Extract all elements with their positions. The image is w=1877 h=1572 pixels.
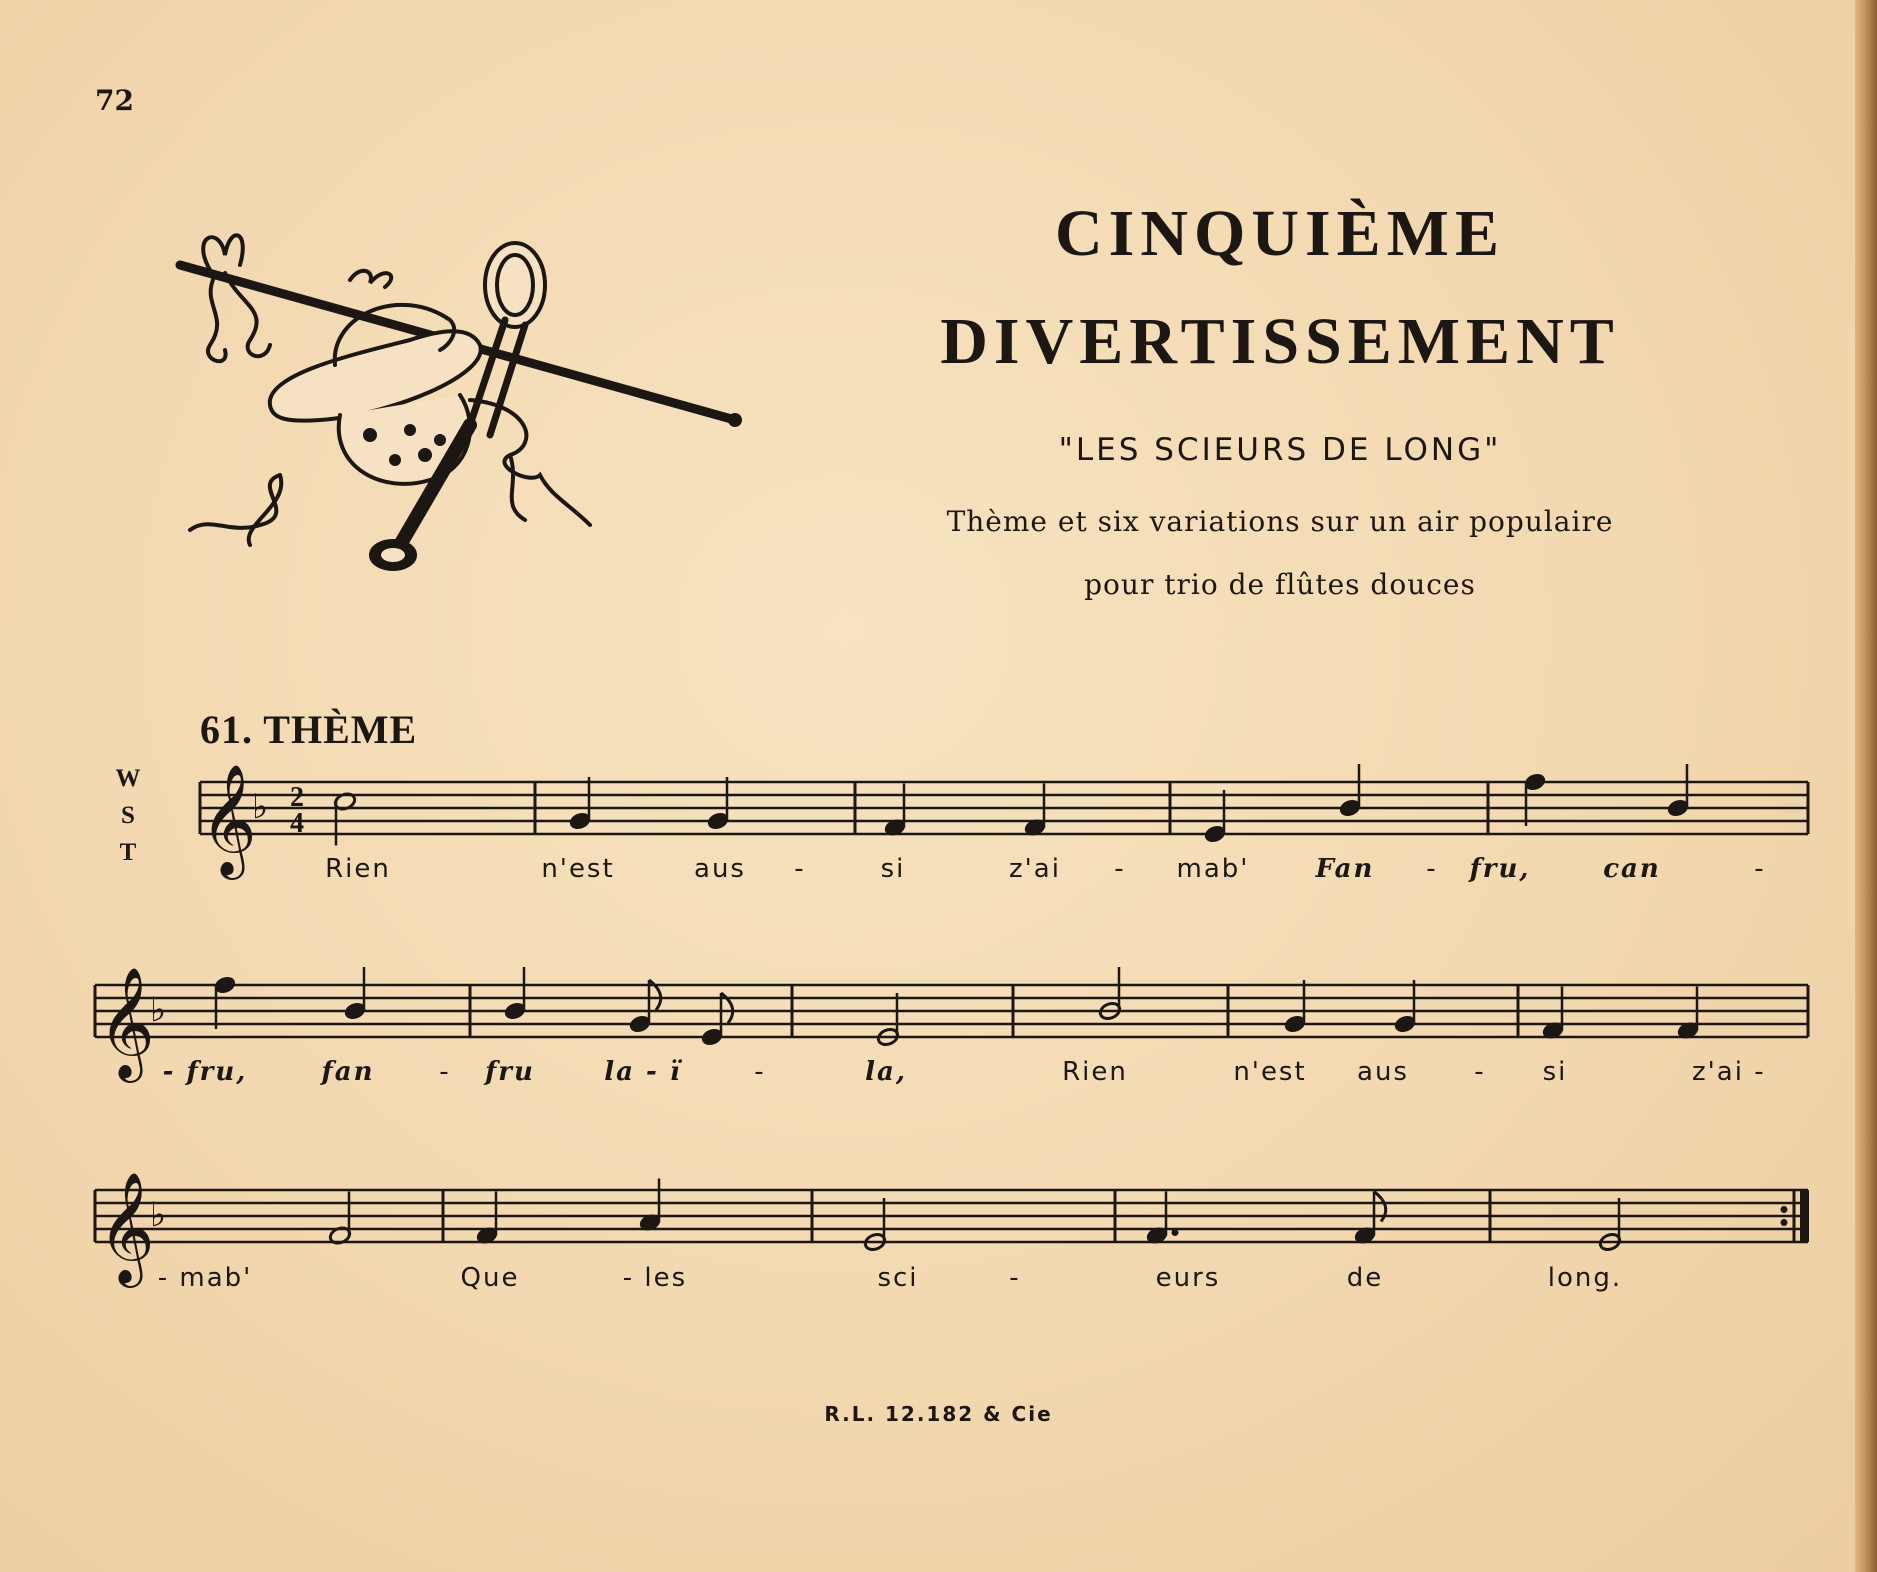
voice-label: S bbox=[121, 802, 135, 829]
treble-clef-icon: 𝄞 bbox=[200, 763, 257, 875]
lyric-syllable: la - ï bbox=[604, 1057, 682, 1087]
lyric-syllable: Rien bbox=[325, 854, 391, 884]
lyric-syllable: Que bbox=[460, 1263, 520, 1293]
publisher-footer: R.L. 12.182 & Cie bbox=[824, 1402, 1053, 1426]
lyric-syllable: - bbox=[1426, 854, 1438, 884]
lyric-syllable: - bbox=[1754, 1057, 1766, 1087]
time-signature-numerator: 2 bbox=[290, 782, 304, 813]
lyric-syllable: n'est bbox=[1233, 1057, 1307, 1087]
lyric-syllable: si bbox=[1542, 1057, 1568, 1087]
treble-clef-icon: 𝄞 bbox=[98, 966, 155, 1078]
lyric-syllable: long. bbox=[1547, 1263, 1623, 1293]
lyric-syllable: n'est bbox=[541, 854, 615, 884]
repeat-dot bbox=[1781, 1219, 1788, 1226]
lyric-syllable: aus bbox=[694, 854, 746, 884]
page-number: 72 bbox=[95, 84, 134, 117]
flat-icon: ♭ bbox=[150, 1195, 167, 1235]
time-signature-denominator: 4 bbox=[290, 808, 304, 839]
lyric-syllable: z'ai bbox=[1692, 1057, 1744, 1087]
lyric-syllable: de bbox=[1346, 1263, 1384, 1293]
subtitle: "LES SCIEURS DE LONG" bbox=[1058, 432, 1502, 468]
lyric-syllable: - bbox=[439, 1057, 451, 1087]
lyric-syllable: aus bbox=[1357, 1057, 1409, 1087]
lyric-syllable: - fru, bbox=[162, 1057, 248, 1087]
lyric-syllable: can bbox=[1603, 854, 1661, 884]
lyric-syllable: - bbox=[1474, 1057, 1486, 1087]
lyric-syllable: z'ai bbox=[1009, 854, 1061, 884]
treble-clef-icon: 𝄞 bbox=[98, 1171, 155, 1283]
lyric-syllable: Fan bbox=[1315, 854, 1375, 884]
lyric-syllable: fan bbox=[321, 1057, 375, 1087]
lyric-syllable: - bbox=[754, 1057, 766, 1087]
voice-label: T bbox=[119, 839, 137, 866]
lyric-syllable: - mab' bbox=[157, 1263, 253, 1293]
final-barline-thick bbox=[1800, 1190, 1809, 1242]
lyric-syllable: eurs bbox=[1155, 1263, 1221, 1293]
description-line-2: pour trio de flûtes douces bbox=[1084, 568, 1476, 601]
section-heading: 61. THÈME bbox=[200, 707, 418, 752]
flat-icon: ♭ bbox=[252, 787, 269, 827]
description-line-1: Thème et six variations sur un air populaire bbox=[946, 505, 1614, 538]
lyric-syllable: sci bbox=[877, 1263, 919, 1293]
lyric-syllable: si bbox=[880, 854, 906, 884]
lyric-syllable: - bbox=[1009, 1263, 1021, 1293]
lyric-syllable: - les bbox=[622, 1263, 688, 1293]
title-line-2: DIVERTISSEMENT bbox=[940, 305, 1620, 378]
title-line-1: CINQUIÈME bbox=[1054, 197, 1506, 270]
lyric-syllable: fru, bbox=[1469, 854, 1531, 884]
lyric-syllable: - bbox=[1754, 854, 1766, 884]
lyric-syllable: fru bbox=[485, 1057, 535, 1087]
lyric-syllable: - bbox=[794, 854, 806, 884]
lyric-syllable: Rien bbox=[1062, 1057, 1128, 1087]
lyric-syllable: la, bbox=[865, 1057, 907, 1087]
repeat-dot bbox=[1781, 1206, 1788, 1213]
lyric-syllable: - bbox=[1114, 854, 1126, 884]
augmentation-dot bbox=[1172, 1229, 1179, 1236]
lyric-syllable: mab' bbox=[1176, 854, 1250, 884]
flat-icon: ♭ bbox=[150, 990, 167, 1030]
voice-label: W bbox=[115, 765, 141, 792]
